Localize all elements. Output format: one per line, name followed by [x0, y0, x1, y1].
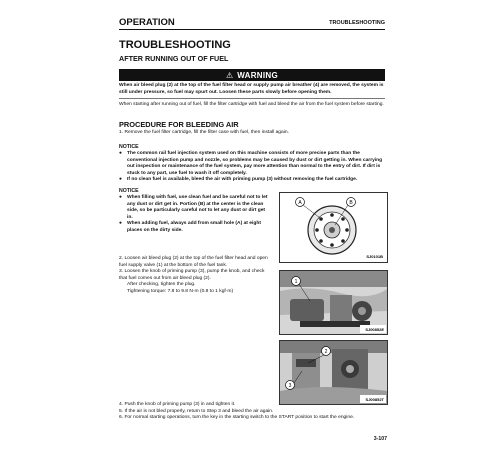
fig3-label-2: 2: [324, 349, 328, 355]
notice-2-list: [119, 195, 269, 235]
notice-1-bullet: [119, 151, 385, 177]
step-3: 3. Loosen the knob of priming pump (3), pump the knob, and check that fuel comes out from air bleed plug (2).: [119, 269, 265, 281]
notice-1-bullet-text: If no clean fuel is available, bleed the air with priming pump (3) without removing the fuel cartridge.: [127, 177, 358, 182]
bullet-icon: ●: [119, 151, 122, 156]
page-number: 3-107: [373, 436, 387, 442]
step-5: 5. If the air is not bled properly, return to Step 3 and bleed the air again.: [119, 408, 274, 414]
valve-illustration: [280, 271, 387, 334]
header-divider: [119, 29, 385, 30]
notice-heading-1: NOTICE: [119, 144, 139, 150]
step-2: 2. Loosen air bleed plug (2) at the top of the fuel filter head and open fuel supply valve (1) at the bottom of the fuel tank.: [119, 256, 268, 268]
step-6: 6. For normal starting operations, turn the key in the starting switch to the START position to start the engine.: [119, 415, 355, 421]
warning-bar: [119, 69, 385, 81]
bullet-icon: ●: [119, 177, 122, 182]
notice-2-bullet: [119, 221, 269, 234]
bullet-icon: ●: [119, 221, 122, 227]
filter-illustration: [280, 193, 387, 262]
header-topic: TROUBLESHOOTING: [329, 20, 385, 26]
fig3-id: SJ00852T: [365, 397, 384, 402]
figure-priming-pump: [279, 340, 388, 405]
fig3-label-3: 3: [288, 383, 292, 389]
intro-paragraph: When starting after running out of fuel, fill the filter cartridge with fuel and bleed the air from the fuel system before starting.: [119, 102, 384, 107]
bullet-icon: ●: [119, 195, 122, 200]
steps-4-6: [119, 402, 389, 422]
procedure-heading: PROCEDURE FOR BLEEDING AIR: [119, 120, 239, 129]
warning-label: WARNING: [237, 70, 278, 80]
notice-1-list: [119, 151, 385, 184]
steps-2-3: [119, 256, 269, 296]
fig2-label-1: 1: [294, 279, 298, 285]
step-4: 4. Push the knob of priming pump (3) in and tighten it.: [119, 402, 236, 407]
notice-1-bullet: [119, 177, 385, 184]
header-section: OPERATION: [119, 17, 175, 28]
warning-text: When air bleed plug (2) at the top of the fuel filter head or supply pump air breather (4) are removed, the system is still under pressure, so fuel may spurt out. Loosen these parts slowly before opening them.: [119, 83, 384, 95]
notice-2-bullet: [119, 195, 269, 221]
fig1-label-b: B: [349, 200, 353, 206]
fig1-id: SJ0101B: [366, 254, 383, 259]
fig2-id: SJ00852E: [365, 327, 384, 332]
warning-triangle-icon: ⚠: [226, 70, 234, 80]
step-3-torque: Tightening torque: 7.8 to 9.8 N·m (0.8 to 1 kgf·m): [127, 288, 234, 294]
notice-heading-2: NOTICE: [119, 188, 139, 194]
notice-2-bullet-text: When filling with fuel, use clean fuel and be careful not to let any dust or dirt get in. Portion (B) at the center is the clean side, so be particularly careful not to let any dust or dirt get in.: [127, 195, 268, 220]
figure-supply-valve: [279, 270, 388, 335]
fig1-label-a: A: [298, 200, 302, 206]
step-1: 1. Remove the fuel filter cartridge, fill the filter case with fuel, then install again.: [119, 130, 289, 135]
notice-2-bullet-text: When adding fuel, always add from small hole (A) at eight places on the dirty side.: [127, 221, 261, 233]
page-title: TROUBLESHOOTING: [119, 39, 231, 51]
step-3-check: After checking, tighten the plug.: [127, 282, 196, 288]
page-subtitle: AFTER RUNNING OUT OF FUEL: [119, 54, 229, 63]
warning-divider: [119, 98, 385, 99]
figure-filter-top: [279, 192, 388, 263]
notice-1-bullet-text: The common rail fuel injection system used on this machine consists of more precise parts than the conventional injection pump and nozzle, so problems may be caused by dust or dirt getting in. When carrying out inspection or maintenance of the fuel system, pay more attention than normal to the entry of dirt. If dirt is stuck to any part, use fuel to wash it off completely.: [127, 151, 383, 176]
pump-illustration: [280, 341, 387, 404]
